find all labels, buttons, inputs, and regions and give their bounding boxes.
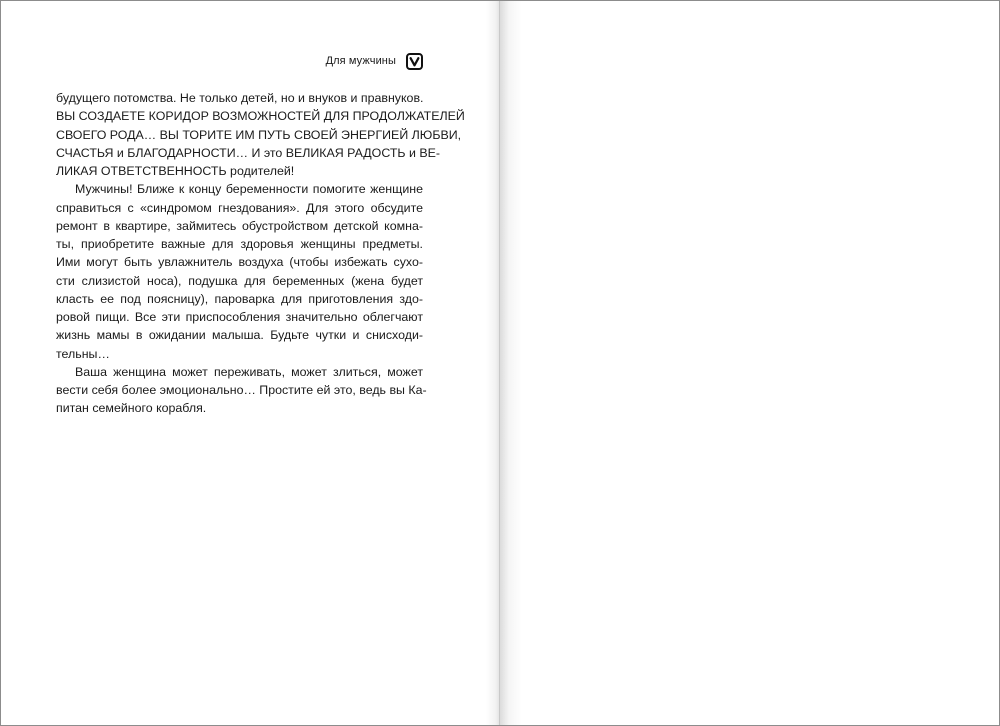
body-text [56, 89, 465, 418]
left-page [1, 1, 500, 725]
gutter-shadow [500, 1, 522, 725]
text-line: жизнь мамы в ожидании малыша. Будьте чутки и снисходи- [56, 328, 423, 343]
text-line: СЧАСТЬЯ и БЛАГОДАРНОСТИ… И это ВЕЛИКАЯ РАДОСТЬ и ВЕ- [56, 145, 441, 160]
text-line: справиться с «синдромом гнездования». Для этого обсудите [56, 200, 423, 215]
text-line: ты, приобретите важные для здоровья женщины предметы. [56, 237, 423, 251]
checkmark-badge-icon [406, 53, 423, 70]
text-line: ВЫ СОЗДАЕТЕ КОРИДОР ВОЗМОЖНОСТЕЙ ДЛЯ ПРОДОЛЖАТЕЛЕЙ [56, 109, 465, 124]
text-line: вести себя более эмоционально… Простите ей это, ведь вы Ка- [56, 383, 427, 397]
running-head-title: Для мужчины [325, 55, 396, 67]
text-line: питан семейного корабля. [56, 401, 207, 416]
text-line: класть ее под поясницу), пароварка для приготовления здо- [56, 291, 423, 306]
text-line: ремонт в квартире, займитесь обустройством детской комна- [56, 218, 423, 233]
text-line: СВОЕГО РОДА… ВЫ ТОРИТЕ ИМ ПУТЬ СВОЕЙ ЭНЕРГИЕЙ ЛЮБВИ, [56, 127, 462, 142]
text-line: Мужчины! Ближе к концу беременности помогите женщине [75, 182, 423, 197]
paragraph [56, 89, 465, 180]
text-line: ЛИКАЯ ОТВЕТСТВЕННОСТЬ родителей! [56, 164, 295, 178]
text-line: ровой пищи. Все эти приспособления значительно облегчают [56, 310, 423, 324]
gutter-shadow [486, 1, 500, 725]
running-head [53, 50, 423, 72]
text-line: Ими могут быть увлажнитель воздуха (чтобы избежать сухо- [56, 255, 423, 270]
text-line: сти слизистой носа), подушка для беременных (жена будет [56, 273, 423, 288]
text-line: тельны… [56, 346, 110, 361]
paragraph [56, 180, 423, 363]
paragraph [56, 363, 427, 418]
text-line: будущего потомства. Не только детей, но и внуков и правнуков. [56, 91, 424, 105]
right-page [500, 1, 999, 725]
text-line: Ваша женщина может переживать, может злиться, может [75, 364, 423, 379]
